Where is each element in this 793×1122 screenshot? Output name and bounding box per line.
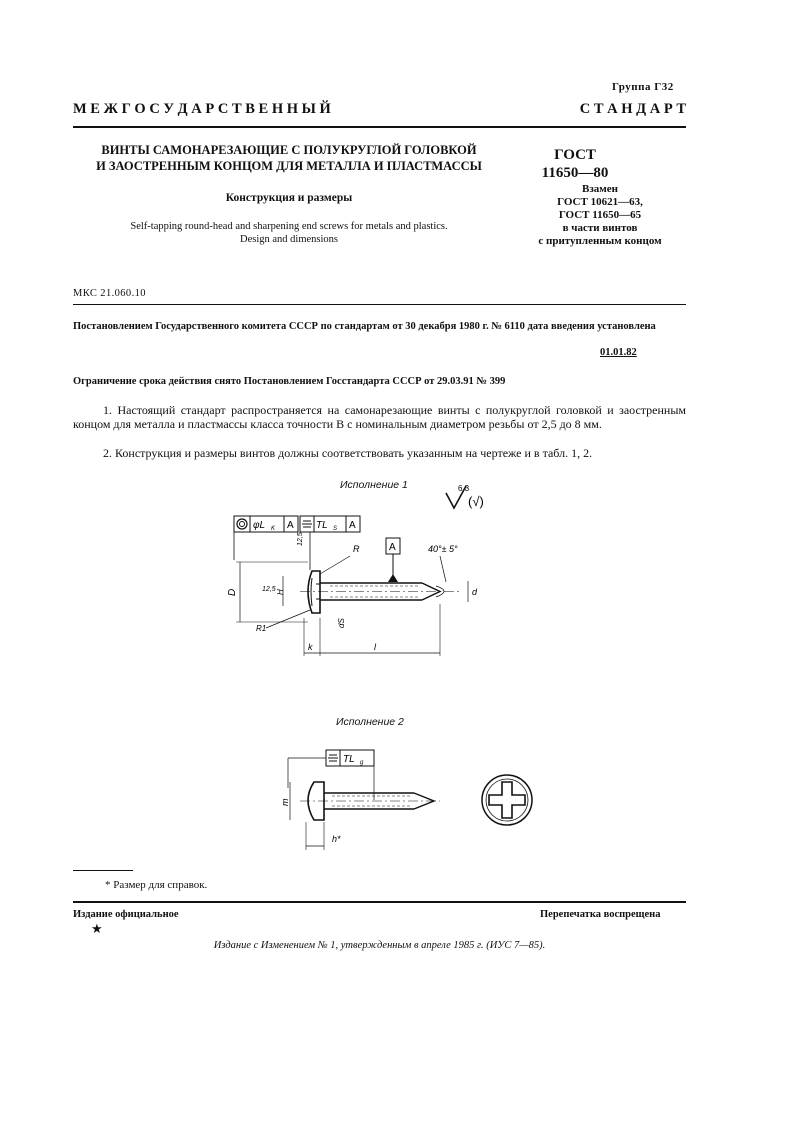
star-mark: ★ xyxy=(91,921,103,936)
datum-a-label: A xyxy=(389,542,396,553)
paragraph-2: 2. Конструкция и размеры винтов должны соответствовать указанным на чертеже и в табл. 1, 2. xyxy=(103,446,593,460)
svg-text:A: A xyxy=(287,520,294,531)
variant-1-drawing xyxy=(200,478,510,668)
english-title xyxy=(73,220,505,246)
english-title-line-2: Design and dimensions xyxy=(240,234,338,245)
standard-code xyxy=(520,146,630,182)
document-subtitle: Конструкция и размеры xyxy=(225,192,353,204)
replaces-label: Взамен xyxy=(582,183,618,195)
title-line-1: ВИНТЫ САМОНАРЕЗАЮЩИЕ С ПОЛУКРУГЛОЙ ГОЛОВКОЙ xyxy=(101,143,477,157)
roughness-mark xyxy=(446,484,484,509)
footer-rule xyxy=(73,901,686,903)
dim-m: m xyxy=(280,798,290,806)
mks-code: МКС 21.060.10 xyxy=(73,288,146,299)
svg-text:(√): (√) xyxy=(468,494,484,509)
svg-text:K: K xyxy=(271,526,276,532)
replaces-line-4: с притупленным концом xyxy=(538,235,662,247)
phillips-head-view xyxy=(482,775,532,825)
document-title xyxy=(73,142,505,174)
radius-label: R xyxy=(353,544,360,554)
decree-text: Постановлением Государственного комитета СССР по стандартам от 30 декабря 1980 г. № 6110 дата введения установлена xyxy=(73,321,656,332)
dim-d-head: D xyxy=(227,588,238,596)
svg-text:6,3: 6,3 xyxy=(458,484,470,493)
svg-text:g: g xyxy=(360,760,364,766)
screw-head xyxy=(308,571,320,613)
classification-group: Группа Г32 xyxy=(612,81,674,93)
replaces-line-2: ГОСТ 11650—65 xyxy=(558,209,642,221)
title-line-2: И ЗАОСТРЕННЫМ КОНЦОМ ДЛЯ МЕТАЛЛА И ПЛАСТМАССЫ xyxy=(96,159,482,173)
variant-1-label: Исполнение 1 xyxy=(340,479,408,491)
screw-2 xyxy=(300,782,440,820)
svg-text:φL: φL xyxy=(253,520,266,531)
svg-text:A: A xyxy=(349,520,356,531)
screw-shank xyxy=(300,583,462,600)
limit-removed-note: Ограничение срока действия снято Постановлением Госстандарта СССР от 29.03.91 № 399 xyxy=(73,376,506,387)
mks-rule xyxy=(73,304,686,305)
official-edition: Издание официальное xyxy=(73,909,179,920)
header-rule xyxy=(73,126,686,128)
replaces-line-3: в части винтов xyxy=(562,222,638,234)
variant-2-drawing xyxy=(262,740,552,860)
interstate-standard-banner xyxy=(73,101,686,118)
amendment-note: Издание с Изменением № 1, утвержденным в апреле 1985 г. (ИУС 7—85). xyxy=(213,940,546,951)
dim-l: l xyxy=(374,642,376,652)
banner-word-standard: С Т А Н Д А Р Т xyxy=(579,101,686,117)
symmetry-tolerance-frame-2 xyxy=(326,750,374,766)
footnote-rule xyxy=(73,870,133,871)
angle-label: 40°± 5° xyxy=(428,544,458,554)
english-title-line-1: Self-tapping round-head and sharpening end screws for metals and plastics. xyxy=(130,221,448,232)
dim-ds: dS xyxy=(337,618,346,628)
roughness-small: 12,5 xyxy=(297,532,304,546)
replaces-line-1: ГОСТ 10621—63, xyxy=(557,196,643,208)
svg-text:S: S xyxy=(333,526,338,532)
dim-h: H xyxy=(276,589,285,595)
symmetry-tolerance-frame xyxy=(300,516,360,532)
reprint-prohibited: Перепечатка воспрещена xyxy=(540,909,661,920)
paragraph-1: 1. Настоящий стандарт распространяется на самонарезающие винты с полукруглой головкой и заостренным концом для металла и пластмассы класса точности В с номинальным диаметром резьбы от 2,5 до 8 мм. xyxy=(73,403,686,431)
variant-2-label: Исполнение 2 xyxy=(336,716,404,728)
svg-text:TL: TL xyxy=(316,520,328,531)
standard-code-line-2: 11650—80 xyxy=(541,165,609,181)
replaces-block xyxy=(520,183,680,248)
dim-k: k xyxy=(308,642,313,652)
intro-date: 01.01.82 xyxy=(600,347,637,358)
dim-h-star: h* xyxy=(332,834,341,844)
banner-word-interstate: М Е Ж Г О С У Д А Р С Т В Е Н Н Ы Й xyxy=(73,101,331,117)
dim-d: d xyxy=(472,587,478,597)
standard-code-line-1: ГОСТ xyxy=(554,147,596,163)
roughness-left: 12,5 xyxy=(262,586,276,593)
svg-text:TL: TL xyxy=(343,754,355,765)
position-tolerance-frame xyxy=(234,516,298,532)
radius-1-label: R1 xyxy=(256,624,267,633)
footnote: * Размер для справок. xyxy=(105,879,208,891)
